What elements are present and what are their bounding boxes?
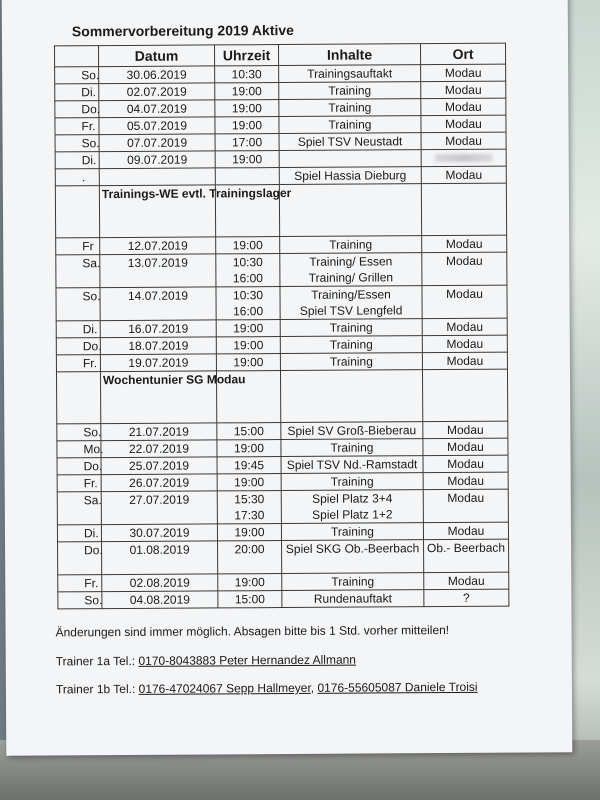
- place-cell: [421, 115, 506, 133]
- place-cell: [421, 132, 506, 150]
- time-value: 19:00: [233, 321, 264, 336]
- place-cell: [423, 438, 508, 456]
- table-row: [57, 489, 508, 525]
- redacted-place: [435, 154, 493, 162]
- place-cell: [421, 149, 506, 167]
- time-value: 19:00: [233, 338, 264, 353]
- table-row: [58, 539, 509, 575]
- trainer-1a-contact: 0170-8043883 Peter Hernandez Allmann: [138, 652, 357, 668]
- time-value: 20:00: [234, 542, 265, 557]
- place-cell: [423, 421, 508, 439]
- section-place-cell: [422, 369, 507, 422]
- section-label: Trainings-WE evtl. Trainingslager: [99, 185, 215, 238]
- date-cell: 16.07.2019: [100, 320, 216, 338]
- content-value: Rundenauftakt: [313, 591, 392, 606]
- place-cell: [423, 522, 508, 540]
- date-cell: 02.08.2019: [102, 574, 218, 592]
- place-value: Modau: [446, 336, 484, 352]
- time-cell: [217, 457, 281, 474]
- time-cell: [215, 66, 279, 83]
- section-content-cell: [279, 184, 421, 237]
- content-value: Training/ Grillen: [308, 270, 394, 285]
- time-cell: [218, 574, 282, 591]
- content-cell: [279, 167, 421, 185]
- place-value: Modau: [444, 99, 482, 115]
- time-cell: [215, 151, 279, 168]
- section-content-cell: [280, 370, 422, 423]
- content-cell: [279, 133, 421, 151]
- content-cell: [282, 540, 424, 574]
- content-value: Training: [328, 100, 372, 115]
- content-cell: [279, 82, 421, 100]
- place-value: Ob.- Beerbach: [426, 540, 506, 556]
- place-value: Modau: [446, 422, 484, 438]
- date-cell: 26.07.2019: [101, 474, 217, 492]
- content-value: Training: [329, 237, 373, 252]
- column-header-place: Ort: [420, 43, 505, 65]
- day-cell: So.: [55, 67, 99, 84]
- section-day-cell: [55, 186, 99, 238]
- trainer-1b-label: Trainer 1b Tel.:: [55, 681, 139, 697]
- place-value: Modau: [445, 253, 483, 269]
- content-cell: [280, 253, 422, 287]
- date-cell: 07.07.2019: [99, 134, 215, 152]
- content-cell: [281, 422, 423, 440]
- time-cell: [215, 100, 279, 117]
- content-value: Spiel Platz 3+4: [312, 491, 393, 506]
- place-cell: [423, 489, 508, 523]
- place-value: Modau: [447, 439, 484, 455]
- date-cell: 12.07.2019: [100, 237, 216, 255]
- content-value: Training: [328, 117, 372, 132]
- time-value: 19:00: [234, 575, 265, 590]
- date-cell: 22.07.2019: [101, 440, 217, 458]
- place-cell: [422, 352, 507, 370]
- content-cell: [281, 473, 423, 491]
- content-value: Spiel TSV Neustadt: [297, 134, 403, 149]
- content-value: Training: [330, 440, 374, 455]
- day-cell: Do.: [57, 458, 101, 475]
- page-title: Sommervorbereitung 2019 Aktive: [71, 21, 294, 40]
- content-cell: [279, 65, 421, 83]
- date-cell: 18.07.2019: [100, 337, 216, 355]
- section-label: Wochentunier SG Modau: [100, 371, 216, 424]
- time-cell: [218, 591, 282, 608]
- content-value: Spiel TSV Nd.-Ramstadt: [286, 457, 418, 473]
- day-cell: So.: [56, 288, 100, 321]
- day-cell: Sa.: [57, 492, 101, 525]
- time-value: 17:30: [234, 508, 265, 523]
- time-value: 17:00: [232, 135, 263, 150]
- date-cell: 30.07.2019: [101, 524, 217, 542]
- time-cell: [215, 83, 279, 100]
- table-row: [56, 285, 507, 321]
- content-value: Trainingsauftakt: [307, 66, 393, 81]
- content-value: Training: [328, 83, 372, 98]
- time-value: 19:00: [231, 101, 262, 116]
- date-cell: 09.07.2019: [99, 151, 215, 169]
- day-cell: So.: [58, 592, 102, 609]
- content-cell: [282, 573, 424, 591]
- day-cell: Do.: [55, 101, 99, 118]
- time-cell: [216, 354, 280, 371]
- place-value: Modau: [447, 456, 484, 472]
- place-cell: [422, 335, 507, 353]
- trainer-1b-contact-2: 0176-55605087 Daniele Troisi: [317, 679, 478, 695]
- content-value: Training/Essen: [311, 287, 391, 302]
- date-cell: 30.06.2019: [99, 66, 215, 84]
- table-header-row: [54, 43, 505, 67]
- time-value: 15:30: [234, 492, 265, 507]
- content-cell: [281, 439, 423, 457]
- content-value: Spiel SV Groß-Bieberau: [287, 423, 417, 438]
- place-value: Modau: [446, 319, 484, 335]
- date-cell: 04.08.2019: [102, 591, 218, 609]
- day-cell: Di.: [57, 525, 101, 542]
- place-cell: [422, 318, 507, 336]
- time-cell: [216, 254, 280, 287]
- date-cell: 19.07.2019: [100, 354, 216, 372]
- trainer-1b-contact-1: 0176-47024067 Sepp Hallmeyer: [138, 680, 311, 696]
- time-cell: [216, 237, 280, 254]
- content-value: Training: [330, 474, 374, 489]
- day-cell: So.: [57, 424, 101, 441]
- column-header-day: [54, 46, 98, 67]
- place-cell: [424, 572, 509, 590]
- content-cell: [280, 353, 422, 371]
- content-value: Spiel SKG Ob.-Beerbach: [285, 541, 420, 557]
- trainer-1b-separator: ,: [310, 680, 318, 695]
- time-cell: [216, 287, 280, 320]
- time-value: 19:00: [232, 238, 263, 253]
- time-cell: [216, 337, 280, 354]
- time-cell: [217, 423, 281, 440]
- time-value: 19:00: [231, 118, 263, 133]
- day-cell: So.: [55, 135, 99, 152]
- schedule-body: [55, 64, 509, 609]
- content-value: Training: [329, 337, 373, 352]
- place-value: Modau: [447, 473, 485, 489]
- time-cell: [217, 440, 281, 457]
- date-cell: 21.07.2019: [101, 423, 217, 441]
- day-cell: Do.: [56, 338, 100, 355]
- place-cell: [421, 81, 506, 99]
- day-cell: Fr.: [55, 118, 99, 135]
- time-cell: [216, 320, 280, 337]
- column-header-time: Uhrzeit: [214, 45, 278, 66]
- time-cell: [217, 491, 281, 524]
- day-cell: Fr.: [58, 575, 102, 592]
- place-cell: [424, 539, 509, 573]
- section-place-cell: [421, 183, 506, 236]
- place-cell: [423, 472, 508, 490]
- place-value: ?: [462, 590, 470, 605]
- place-value: Modau: [446, 353, 484, 369]
- content-value: Spiel Hassia Dieburg: [294, 168, 407, 183]
- schedule-table: [54, 43, 509, 610]
- schedule-paper: [2, 0, 573, 756]
- place-cell: [422, 252, 507, 286]
- content-cell: [280, 336, 422, 354]
- content-value: Training: [331, 574, 375, 589]
- time-value: 19:00: [233, 441, 265, 456]
- place-cell: [422, 285, 507, 319]
- date-cell: 05.07.2019: [99, 117, 215, 135]
- time-value: 19:00: [231, 84, 262, 99]
- content-cell: [279, 99, 421, 117]
- date-cell: 14.07.2019: [100, 287, 216, 321]
- column-header-date: Datum: [98, 45, 214, 67]
- content-value: Spiel Platz 1+2: [312, 507, 393, 522]
- time-value: 10:30: [232, 288, 264, 303]
- date-cell: [99, 168, 215, 186]
- time-value: 16:00: [233, 304, 264, 319]
- content-cell: [279, 150, 421, 168]
- time-cell: [215, 134, 279, 151]
- time-value: 19:00: [234, 525, 265, 540]
- table-row: [56, 252, 507, 288]
- place-value: Modau: [445, 133, 482, 149]
- date-cell: 13.07.2019: [100, 254, 216, 288]
- content-value: [282, 150, 419, 151]
- place-cell: [423, 455, 508, 473]
- trainer-1b-line: [56, 680, 478, 697]
- day-cell: Fr: [56, 238, 100, 255]
- time-value: 15:00: [234, 592, 265, 607]
- time-value: 10:30: [232, 255, 263, 270]
- content-value: Training: [329, 354, 373, 369]
- day-cell: Mo.: [57, 441, 101, 458]
- day-cell: Do.: [58, 542, 102, 575]
- table-row: [58, 589, 509, 609]
- content-value: Training/ Essen: [309, 254, 393, 269]
- place-value: Modau: [447, 573, 485, 589]
- content-value: Training: [329, 320, 373, 335]
- section-row: [56, 369, 507, 424]
- day-cell: .: [55, 169, 99, 186]
- place-value: Modau: [445, 167, 483, 183]
- content-cell: [281, 490, 423, 524]
- day-cell: Di.: [55, 84, 99, 101]
- place-value: Modau: [447, 490, 485, 506]
- place-cell: [421, 166, 506, 184]
- content-cell: [281, 456, 423, 474]
- time-value: 19:00: [233, 355, 264, 370]
- day-cell: Fr.: [56, 355, 100, 372]
- place-cell: [422, 235, 507, 253]
- content-cell: [281, 523, 423, 541]
- place-cell: [421, 98, 506, 116]
- table-row: [55, 149, 506, 169]
- place-value: Modau: [446, 286, 483, 302]
- content-value: Spiel TSV Lengfeld: [299, 303, 403, 318]
- date-cell: 01.08.2019: [102, 541, 218, 575]
- content-cell: [279, 116, 421, 134]
- section-day-cell: [56, 372, 100, 424]
- time-value: 19:00: [234, 475, 265, 490]
- day-cell: Sa.: [56, 255, 100, 288]
- trainer-1a-line: [56, 653, 356, 669]
- content-value: Training: [330, 524, 374, 539]
- content-cell: [280, 236, 422, 254]
- content-cell: [280, 319, 422, 337]
- place-cell: [421, 64, 506, 82]
- date-cell: 04.07.2019: [99, 100, 215, 118]
- content-cell: [280, 286, 422, 320]
- content-cell: [282, 590, 424, 608]
- time-cell: [215, 117, 279, 134]
- time-cell: [218, 541, 282, 574]
- date-cell: 25.07.2019: [101, 457, 217, 475]
- time-value: 16:00: [232, 271, 263, 286]
- time-value: 19:00: [232, 152, 263, 167]
- footer-note: Änderungen sind immer möglich. Absagen bitte bis 1 Std. vorher mitteilen!: [55, 623, 450, 640]
- place-value: Modau: [444, 65, 482, 81]
- day-cell: Di.: [56, 321, 100, 338]
- time-value: 15:00: [233, 424, 264, 439]
- time-cell: [217, 474, 281, 491]
- section-row: [55, 183, 506, 238]
- column-header-content: Inhalte: [278, 44, 420, 66]
- day-cell: Di.: [55, 152, 99, 169]
- time-cell: [215, 168, 279, 185]
- place-cell: [424, 589, 509, 607]
- time-value: 19:45: [233, 458, 265, 473]
- date-cell: 02.07.2019: [99, 83, 215, 101]
- place-value: Modau: [445, 236, 483, 252]
- day-cell: Fr.: [57, 475, 101, 492]
- date-cell: 27.07.2019: [101, 491, 217, 525]
- trainer-1a-label: Trainer 1a Tel.:: [55, 653, 139, 669]
- place-value: Modau: [444, 82, 482, 98]
- place-value: Modau: [447, 523, 485, 539]
- time-cell: [217, 524, 281, 541]
- place-value: Modau: [445, 116, 482, 132]
- time-value: 10:30: [231, 67, 262, 82]
